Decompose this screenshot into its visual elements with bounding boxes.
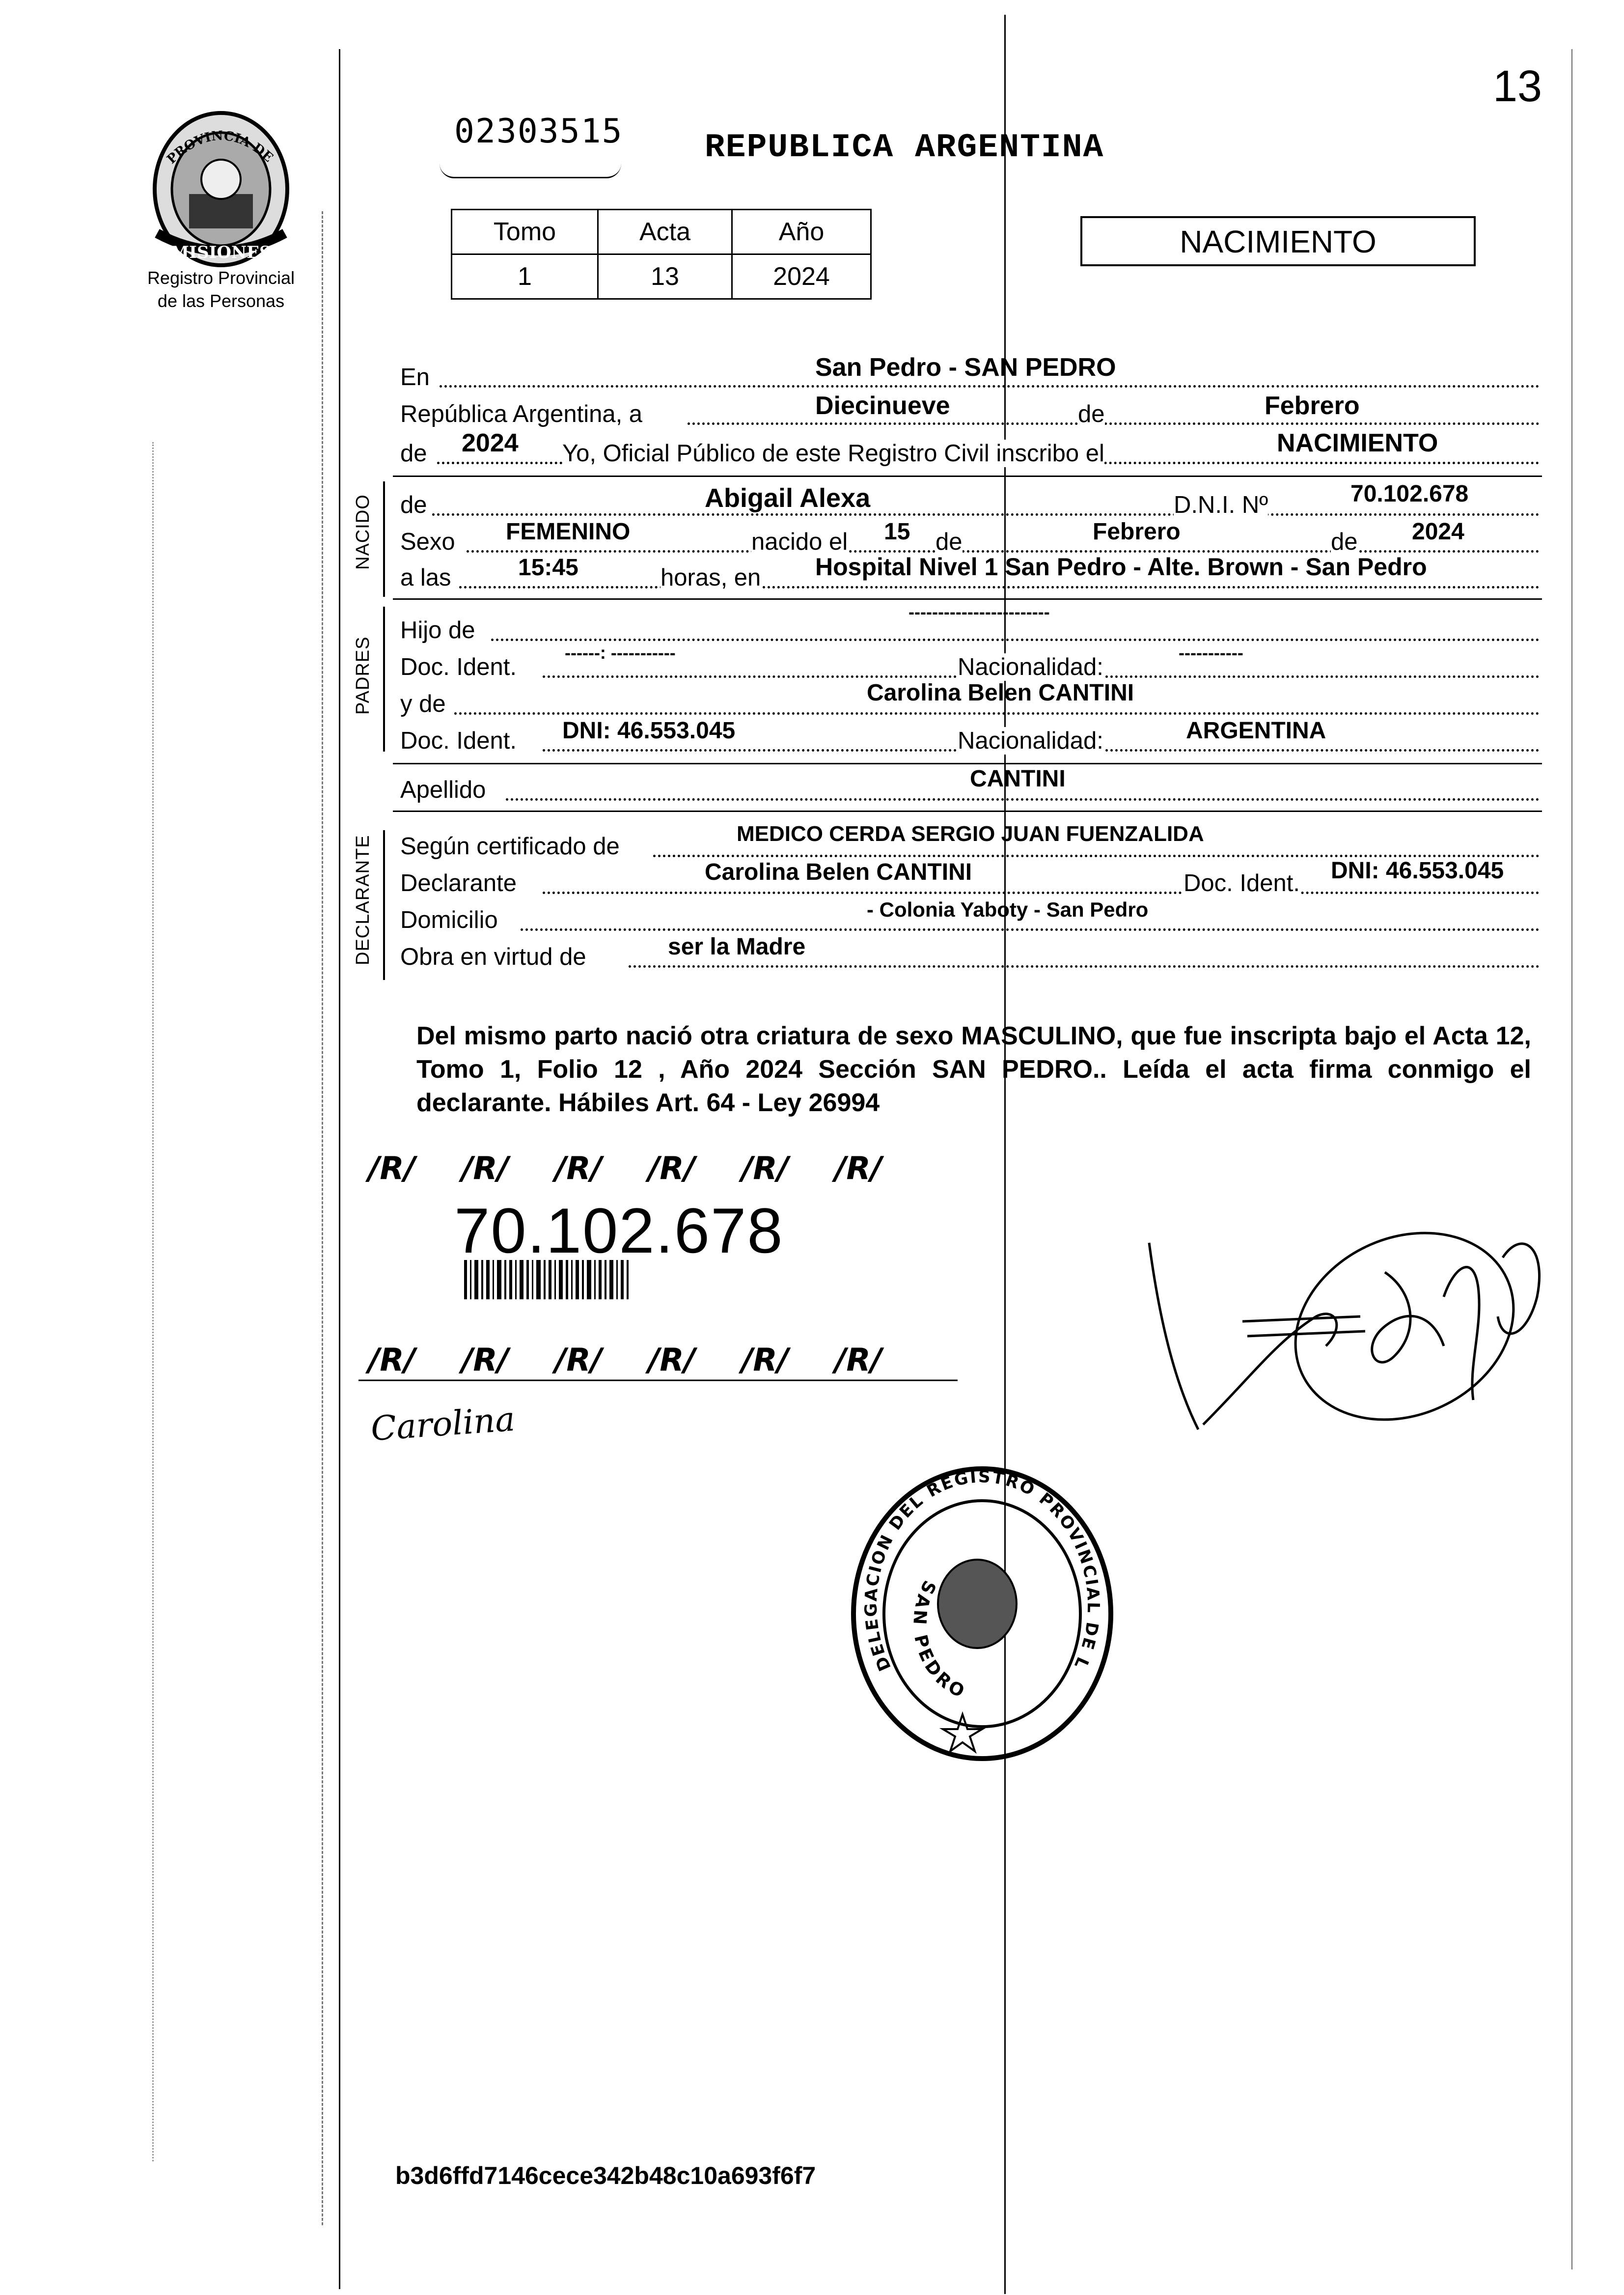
birth-year: 2024 (1412, 519, 1464, 545)
cert-value: MEDICO CERDA SERGIO JUAN FUENZALIDA (737, 822, 1204, 846)
doc1-label: Doc. Ident. (400, 654, 517, 680)
seal-top-text: PROVINCIA DE (164, 128, 276, 167)
birth-day: 15 (884, 519, 910, 545)
book-header-anio: Año (732, 210, 871, 254)
rep-label: República Argentina, a (400, 401, 643, 427)
decl-label: Declarante (400, 870, 517, 896)
seal-caption-1: Registro Provincial (147, 268, 295, 288)
svg-text:/R/: /R/ (835, 1150, 882, 1187)
id-sticker (358, 1140, 958, 1405)
round-stamp-inner-text: SAN PEDRO (908, 1577, 970, 1703)
serial-number: 02303515 (454, 112, 623, 151)
apellido-value: CANTINI (970, 766, 1066, 792)
book-value-anio: 2024 (732, 254, 871, 299)
svg-text:/R/: /R/ (742, 1342, 789, 1378)
book-value-tomo: 1 (452, 254, 598, 299)
record-type-box (1080, 216, 1476, 266)
decl-doc-value: DNI: 46.553.045 (1331, 858, 1504, 884)
en-value: San Pedro - SAN PEDRO (815, 353, 1116, 382)
section-nacido: NACIDO (353, 494, 373, 570)
doc2-label: Doc. Ident. (400, 728, 517, 754)
decl-doc-label: Doc. Ident. (1184, 870, 1300, 896)
yo-label: Yo, Oficial Público de este Registro Civil inscribo el (562, 440, 1104, 467)
hijo-label: Hijo de (400, 617, 475, 644)
country-title: REPUBLICA ARGENTINA (705, 129, 1104, 167)
cert-label: Según certificado de (400, 833, 620, 860)
svg-text:/R/: /R/ (462, 1150, 509, 1187)
birth-month: Febrero (1093, 519, 1181, 545)
margin-line-right (1571, 49, 1572, 2269)
sexo-label: Sexo (400, 529, 455, 555)
year-de-label: de (400, 440, 427, 467)
section-declarante: DECLARANTE (353, 835, 373, 965)
book-value-acta: 13 (598, 254, 732, 299)
serial-stamp (440, 103, 621, 178)
rep-de-label: de (1078, 401, 1105, 427)
province-seal (142, 111, 300, 268)
nacido-de-label: de (400, 492, 427, 518)
svg-text:/R/: /R/ (368, 1150, 416, 1187)
dni-label: D.N.I. Nº (1174, 492, 1268, 518)
a-las-label: a las (400, 564, 451, 591)
section-padres: PADRES (353, 636, 373, 715)
round-stamp (845, 1461, 1120, 1766)
yo-value: NACIMIENTO (1277, 429, 1438, 457)
birth-time: 15:45 (518, 555, 578, 581)
obra-value: ser la Madre (668, 934, 806, 960)
birth-de-label2: de (1331, 529, 1358, 555)
nac1-value: ----------- (1179, 643, 1243, 663)
sexo-value: FEMENINO (506, 519, 631, 545)
svg-text:/R/: /R/ (555, 1150, 603, 1187)
svg-text:/R/: /R/ (555, 1342, 603, 1378)
declarante-signature: Carolina (369, 1399, 517, 1449)
birth-place: Hospital Nivel 1 San Pedro - Alte. Brown - San Pedro (815, 553, 1427, 581)
svg-text:/R/: /R/ (368, 1342, 416, 1378)
document-hash: b3d6ffd7146cece342b48c10a693f6f7 (395, 2162, 816, 2189)
dom-value: - Colonia Yaboty - San Pedro (867, 898, 1149, 921)
nacido-el-label: nacido el (751, 529, 848, 555)
round-stamp-outer-text: DELEGACION DEL REGISTRO PROVINCIAL DE L (861, 1467, 1103, 1674)
doc2-value: DNI: 46.553.045 (562, 718, 736, 744)
svg-text:/R/: /R/ (648, 1150, 696, 1187)
note-paragraph: Del mismo parto nació otra criatura de sexo MASCULINO, que fue inscripta bajo el Acta 12, Tomo 1, Folio 12 , Año 2024 Sección SAN PEDRO.. Leída el acta firma conmigo el declarante. Hábiles Art. 64 - Ley 26994 (416, 1022, 1531, 1117)
rep-day: Diecinueve (815, 392, 950, 420)
margin-line-left (339, 49, 340, 2289)
book-table (451, 209, 872, 300)
year-value: 2024 (462, 429, 519, 457)
margin-line-dotted (322, 211, 323, 2225)
nac2-label: Nacionalidad: (958, 728, 1103, 754)
page-number: 13 (1493, 62, 1542, 111)
madre-name: Carolina Belen CANTINI (867, 680, 1134, 706)
svg-text:/R/: /R/ (648, 1342, 696, 1378)
svg-text:/R/: /R/ (462, 1342, 509, 1378)
book-header-tomo: Tomo (452, 210, 598, 254)
rep-month: Febrero (1265, 392, 1360, 420)
margin-line-outer (152, 442, 154, 2161)
horas-label: horas, en (661, 564, 761, 591)
seal-bottom-text: MISIONES (170, 243, 272, 262)
y-de-label: y de (400, 691, 446, 717)
seal-caption-2: de las Personas (157, 291, 285, 311)
svg-text:/R/: /R/ (742, 1150, 789, 1187)
nac1-label: Nacionalidad: (958, 654, 1103, 680)
en-label: En (400, 364, 430, 391)
record-type: NACIMIENTO (1180, 224, 1376, 259)
book-header-acta: Acta (598, 210, 732, 254)
hijo-value: ------------------------ (908, 602, 1050, 622)
dom-label: Domicilio (400, 907, 498, 933)
doc1-value: ------: ----------- (565, 643, 676, 663)
dni-value: 70.102.678 (1350, 481, 1469, 507)
decl-value: Carolina Belen CANTINI (705, 859, 972, 885)
nac2-value: ARGENTINA (1186, 718, 1326, 744)
birth-de-label: de (936, 529, 963, 555)
obra-label: Obra en virtud de (400, 944, 586, 970)
sticker-number: 70.102.678 (454, 1195, 784, 1266)
svg-text:/R/: /R/ (835, 1342, 882, 1378)
apellido-label: Apellido (400, 777, 486, 803)
nacido-name: Abigail Alexa (705, 483, 871, 513)
official-signature (1129, 1169, 1562, 1444)
